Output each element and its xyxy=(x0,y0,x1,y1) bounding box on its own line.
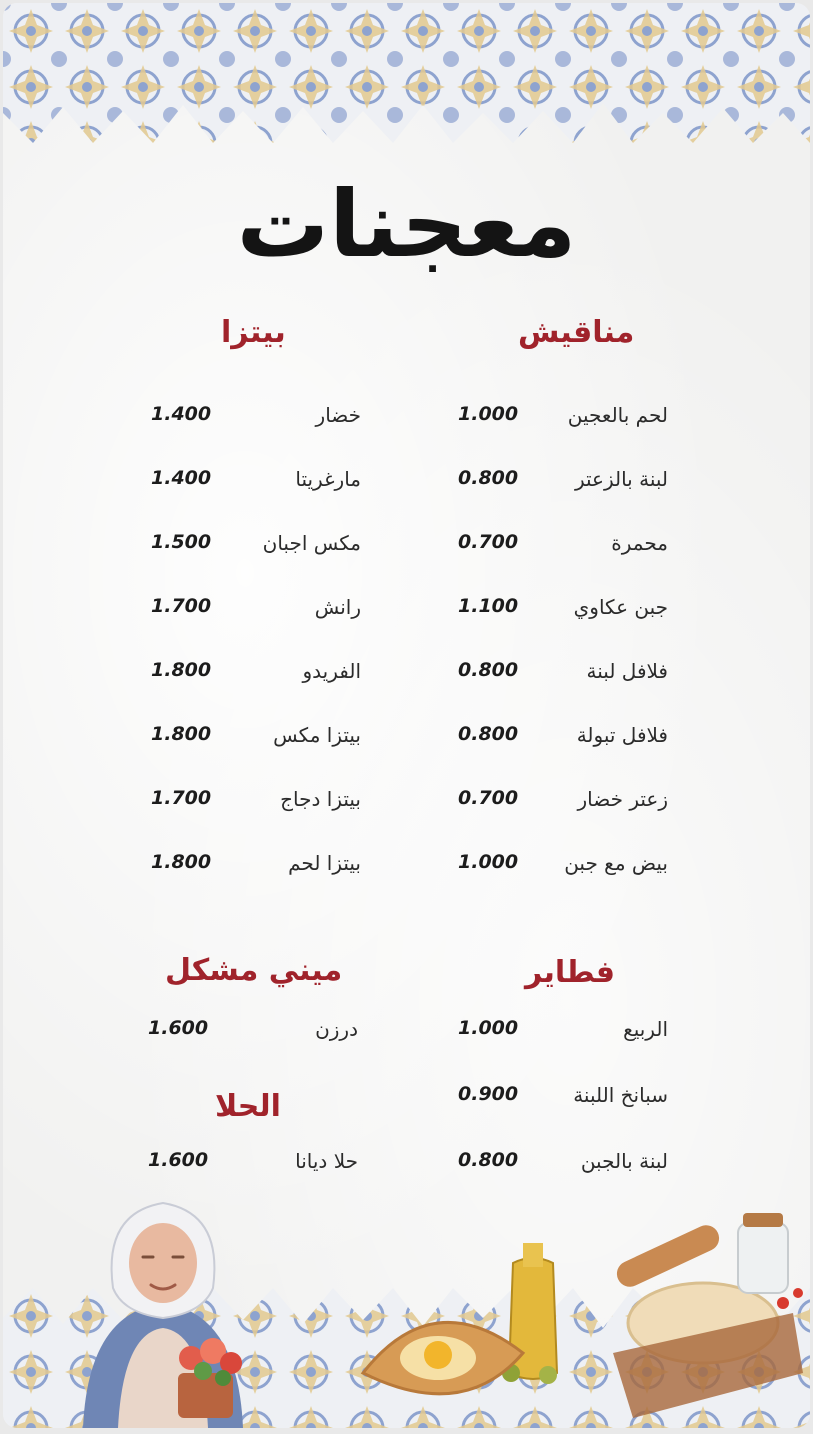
item-name: مارغريتا xyxy=(295,467,361,491)
item-name: فلافل لبنة xyxy=(586,659,668,683)
item-name: بيتزا لحم xyxy=(288,851,361,875)
list-item xyxy=(458,531,668,571)
item-price: 1.400 xyxy=(151,403,212,425)
list-item xyxy=(458,467,668,507)
list-item xyxy=(151,595,361,635)
item-name: جبن عكاوي xyxy=(573,595,668,619)
item-name: الفريدو xyxy=(302,659,361,683)
list-item xyxy=(458,1083,668,1123)
item-price: 0.700 xyxy=(458,787,519,809)
section-title-pizza: بيتزا xyxy=(221,315,286,350)
list-item xyxy=(458,787,668,827)
tile-border-top xyxy=(3,3,810,143)
item-price: 0.800 xyxy=(458,723,519,745)
item-price: 0.900 xyxy=(458,1083,519,1105)
grandmother-illustration xyxy=(43,1193,283,1428)
item-name: خضار xyxy=(315,403,361,427)
item-name: سبانخ اللبنة xyxy=(573,1083,668,1107)
item-price: 1.700 xyxy=(151,787,212,809)
item-name: لبنة بالزعتر xyxy=(574,467,668,491)
list-item xyxy=(151,467,361,507)
item-name: رانش xyxy=(314,595,361,619)
item-price: 1.100 xyxy=(458,595,519,617)
item-name: حلا ديانا xyxy=(295,1149,358,1173)
item-name: بيتزا دجاج xyxy=(280,787,361,811)
item-name: محمرة xyxy=(611,531,668,555)
item-price: 1.700 xyxy=(151,595,212,617)
item-price: 1.500 xyxy=(151,531,212,553)
list-item xyxy=(458,1017,668,1057)
item-name: مكس اجبان xyxy=(262,531,361,555)
item-name: درزن xyxy=(315,1017,358,1041)
item-price: 0.700 xyxy=(458,531,519,553)
item-name: لحم بالعجين xyxy=(567,403,668,427)
list-item xyxy=(148,1149,358,1189)
item-name: لبنة بالجبن xyxy=(580,1149,668,1173)
item-price: 0.800 xyxy=(458,659,519,681)
item-name: زعتر خضار xyxy=(577,787,668,811)
list-item xyxy=(151,531,361,571)
section-title-fatayer: فطاير xyxy=(525,955,616,990)
item-price: 1.400 xyxy=(151,467,212,489)
item-price: 1.600 xyxy=(148,1017,209,1039)
list-item xyxy=(458,851,668,891)
item-name: بيض مع جبن xyxy=(564,851,668,875)
list-item xyxy=(458,1149,668,1189)
item-price: 1.000 xyxy=(458,1017,519,1039)
section-title-manakish: مناقيش xyxy=(518,315,635,350)
menu-page xyxy=(3,3,810,1428)
item-price: 1.800 xyxy=(151,851,212,873)
list-item xyxy=(151,787,361,827)
item-price: 0.800 xyxy=(458,1149,519,1171)
section-title-halla: الحلا xyxy=(215,1089,281,1124)
item-name: فلافل تبولة xyxy=(576,723,668,747)
list-item xyxy=(151,403,361,443)
list-item xyxy=(151,659,361,699)
item-name: بيتزا مكس xyxy=(273,723,361,747)
page-title: معجنات xyxy=(236,171,577,278)
food-illustration xyxy=(343,1203,810,1428)
item-price: 1.600 xyxy=(148,1149,209,1171)
list-item xyxy=(148,1017,358,1057)
list-item xyxy=(458,723,668,763)
list-item xyxy=(151,723,361,763)
item-price: 1.000 xyxy=(458,851,519,873)
list-item xyxy=(458,595,668,635)
item-name: الربيع xyxy=(623,1017,668,1041)
item-price: 1.800 xyxy=(151,723,212,745)
list-item xyxy=(458,659,668,699)
list-item xyxy=(151,851,361,891)
item-price: 0.800 xyxy=(458,467,519,489)
section-title-mini: ميني مشكل xyxy=(165,953,343,988)
list-item xyxy=(458,403,668,443)
item-price: 1.000 xyxy=(458,403,519,425)
item-price: 1.800 xyxy=(151,659,212,681)
